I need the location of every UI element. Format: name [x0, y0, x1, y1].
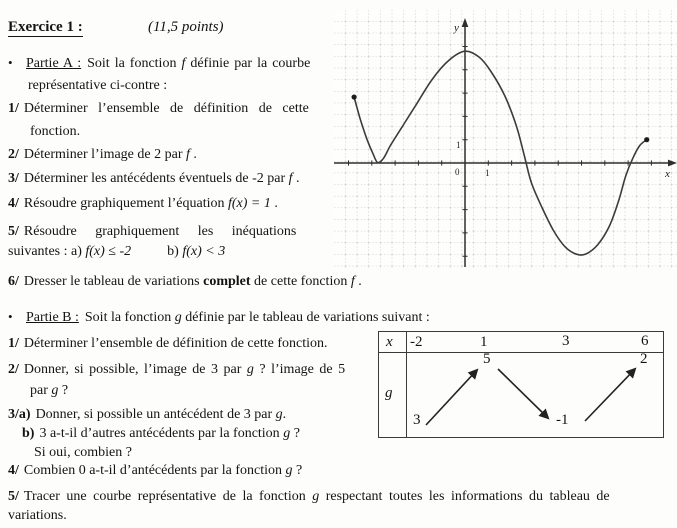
x-unit-tick-label: 1 — [485, 168, 490, 178]
x-axis-label: x — [665, 168, 670, 180]
x-value: 1 — [480, 334, 488, 350]
g-value-end: 2 — [640, 351, 648, 367]
question-text: suivantes : a) — [8, 244, 86, 259]
part-a-question-6 — [8, 272, 362, 291]
question-text-end: ? — [292, 463, 303, 478]
math-g: g — [246, 362, 254, 377]
question-text: Si oui, combien ? — [34, 445, 132, 460]
question-number: 5/ — [8, 224, 19, 239]
g-value-start: 3 — [413, 412, 421, 428]
table-variable-x: x — [386, 334, 393, 350]
question-number: 6/ — [8, 274, 19, 289]
part-b-label: Partie B : — [26, 310, 79, 325]
table-variable-g: g — [385, 385, 393, 401]
math-g: g — [312, 489, 320, 504]
origin-label: 0 — [455, 167, 460, 177]
part-b-question-3c — [34, 443, 132, 462]
part-b-intro-text: Soit la fonction — [84, 310, 175, 325]
question-text: fonction. — [30, 124, 81, 139]
question-number: 1/ — [8, 101, 19, 116]
part-a-question-5-line-2 — [8, 242, 225, 261]
math-f: f — [181, 56, 186, 71]
question-number: 3/ — [8, 171, 19, 186]
question-text-end: . — [292, 171, 300, 186]
question-text: par — [30, 383, 52, 398]
x-value: -2 — [410, 334, 423, 350]
math-f: f — [185, 147, 190, 162]
question-text-end: . — [354, 274, 362, 289]
part-b-question-4 — [8, 461, 302, 480]
question-text: Donner, si possible, l’image de 3 par — [23, 362, 247, 377]
part-b-intro-text-2: définie par le tableau de variations suivant : — [181, 310, 430, 325]
y-axis-label: y — [454, 22, 459, 34]
part-a-intro-text-2: définie par la courbe — [185, 56, 311, 71]
g-value-max: 5 — [483, 351, 491, 367]
arrow-decreasing-icon — [498, 369, 548, 418]
question-text-2: de cette fonction — [250, 274, 351, 289]
math-inequality-a: f(x) ≤ -2 — [85, 244, 132, 259]
question-text: Déterminer l’image de 2 par — [23, 147, 186, 162]
question-text: Tracer une courbe représentative de la fonction — [23, 489, 313, 504]
part-a-label: Partie A : — [26, 56, 82, 71]
question-number: 3/a) — [8, 407, 31, 422]
part-a-question-4 — [8, 194, 278, 213]
part-a-heading — [8, 53, 338, 73]
question-text: Déterminer l’ensemble de définition de cette — [23, 101, 309, 116]
arrow-increasing-icon — [585, 369, 635, 421]
part-a-question-5 — [8, 222, 296, 241]
curve-endpoint-right — [644, 137, 649, 142]
part-a-question-1-line-2 — [30, 122, 80, 141]
question-text: Donner, si possible un antécédent de 3 par — [35, 407, 276, 422]
x-value: 3 — [562, 333, 570, 349]
item-b-label: b) — [167, 244, 183, 259]
math-f: f — [288, 171, 293, 186]
part-a-question-3 — [8, 169, 300, 188]
part-b-question-5-line-2 — [8, 506, 67, 525]
y-unit-tick-label: 1 — [456, 140, 461, 150]
math-inequality-b: f(x) < 3 — [182, 244, 226, 259]
question-number: 4/ — [8, 196, 19, 211]
question-text: 3 a-t-il d’autres antécédents par la fonction — [39, 426, 284, 441]
question-text-2: respectant toutes les informations du tableau de — [319, 489, 610, 504]
part-a-question-2 — [8, 145, 197, 164]
math-g: g — [174, 310, 182, 325]
part-b-heading — [8, 307, 430, 327]
bullet-icon: • — [8, 55, 13, 70]
question-text: Résoudre graphiquement l’équation — [23, 196, 228, 211]
part-a-intro-text: Soit la fonction — [87, 56, 182, 71]
part-a-intro-continuation: représentative ci-contre : — [28, 78, 168, 93]
math-g: g — [51, 383, 59, 398]
question-text-end: . — [270, 196, 278, 211]
math-f: f — [350, 274, 355, 289]
question-text: Déterminer l’ensemble de définition de cette fonction. — [23, 336, 328, 351]
variation-arrows — [379, 332, 663, 437]
part-b-question-3a — [8, 405, 286, 424]
math-g: g — [285, 463, 293, 478]
question-text-end: ? — [58, 383, 69, 398]
question-number: b) — [22, 426, 35, 441]
function-graph — [334, 10, 677, 268]
x-value: 6 — [641, 333, 649, 349]
part-b-question-1 — [8, 334, 328, 353]
grid-pattern — [334, 10, 677, 268]
question-text-end: . — [282, 407, 287, 422]
part-b-question-2-line-2 — [30, 381, 68, 400]
math-g: g — [275, 407, 283, 422]
points-label: (11,5 points) — [148, 19, 224, 35]
part-b-question-5 — [8, 487, 610, 506]
part-b-question-3b — [22, 424, 300, 443]
variation-table — [378, 331, 664, 438]
curve-endpoint-left — [351, 94, 356, 99]
header-line — [8, 18, 224, 37]
part-a-intro-line-2 — [28, 76, 167, 95]
question-text-end: . — [189, 147, 197, 162]
question-text: Dresser le tableau de variations — [23, 274, 204, 289]
question-number: 2/ — [8, 362, 19, 377]
part-b-question-2 — [8, 360, 345, 379]
part-a-question-1 — [8, 99, 309, 118]
question-text: Déterminer les antécédents éventuels de -2 par — [23, 171, 289, 186]
bullet-icon: • — [8, 309, 13, 324]
question-text-2: ? l’image de 5 — [253, 362, 346, 377]
question-text: variations. — [8, 508, 67, 523]
question-text: Combien 0 a-t-il d’antécédents par la fonction — [23, 463, 286, 478]
question-number: 5/ — [8, 489, 19, 504]
question-number: 1/ — [8, 336, 19, 351]
emphasized-word: complet — [203, 274, 251, 289]
arrow-increasing-icon — [426, 370, 477, 425]
question-text: Résoudre graphiquement les inéquations — [23, 224, 297, 239]
exercise-title: Exercice 1 : — [8, 19, 83, 35]
g-value-min: -1 — [556, 412, 569, 428]
math-g: g — [283, 426, 291, 441]
math-equation: f(x) = 1 — [228, 196, 271, 211]
question-text-end: ? — [290, 426, 300, 441]
question-number: 4/ — [8, 463, 19, 478]
question-number: 2/ — [8, 147, 19, 162]
